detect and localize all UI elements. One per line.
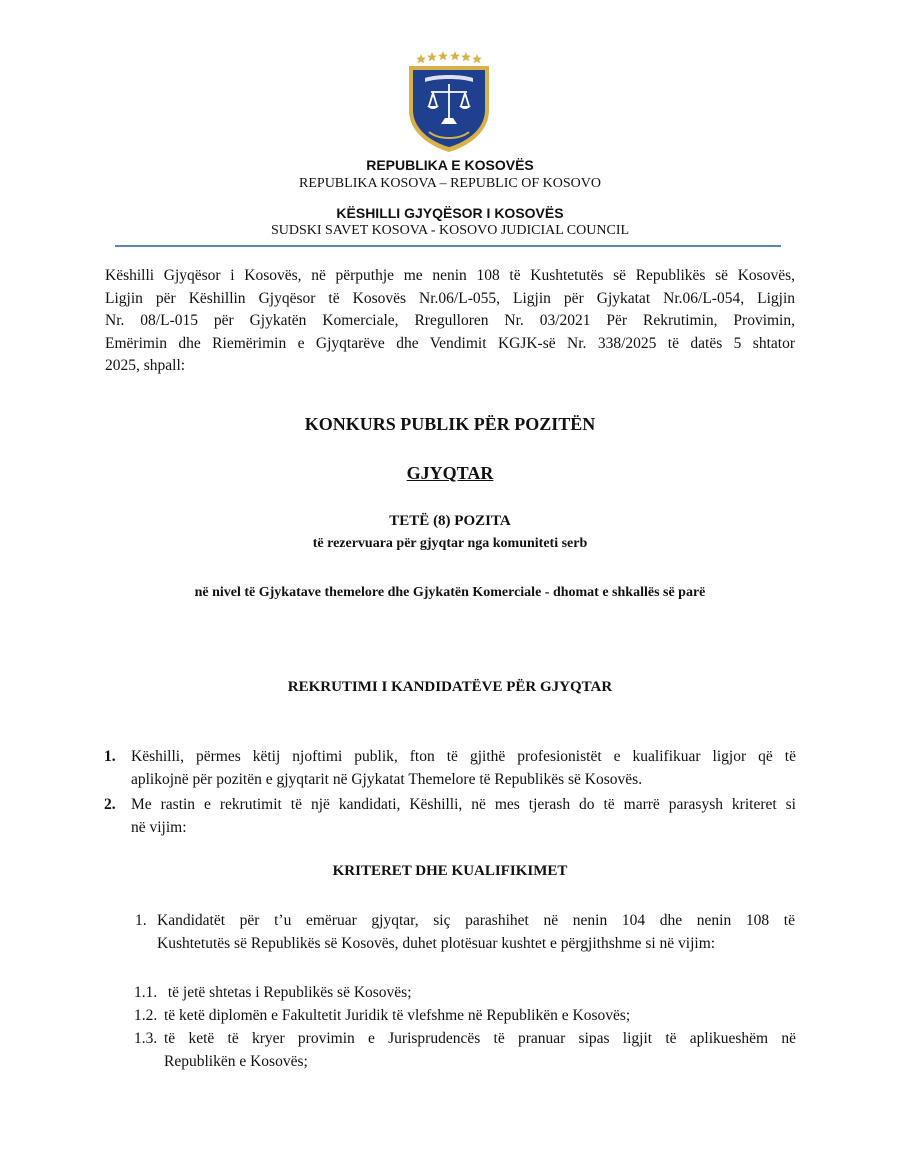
intro-line: Nr. 08/L-015 për Gjykatën Komerciale, Rregulloren Nr. 03/2021 Për Rekrutimin, Provimin, [105, 312, 795, 329]
criteria-heading: KRITERET DHE KUALIFIKIMET [332, 863, 568, 879]
list-item-number: 1. [135, 912, 147, 929]
intro-line: Ligjin për Këshillin Gjyqësor të Kosovës Nr.06/L-055, Ligjin për Gjykatat Nr.06/L-054, Ligjin [105, 289, 795, 307]
intro-line: Këshilli Gjyqësor i Kosovës, në përputhje me nenin 108 të Kushtetutës së Republikës së Kosovës, [105, 267, 795, 284]
country-name-alt: REPUBLIKA KOSOVA – REPUBLIC OF KOSOVO [299, 176, 601, 191]
list-item-line: Këshilli, përmes këtij njoftimi publik, fton të gjithë profesionistët e kualifikuar ligjor që të [131, 748, 796, 765]
criteria-intro [135, 910, 795, 960]
list-item-line: të jetë shtetas i Republikës së Kosovës; [164, 984, 412, 1001]
country-name-sq: REPUBLIKA E KOSOVËS [366, 157, 534, 173]
list-item-line: aplikojnë për pozitën e gjyqtarit në Gjykatat Themelore të Republikës së Kosovës. [131, 770, 643, 788]
intro-paragraph [105, 265, 795, 378]
position-title: GJYQTAR [406, 463, 494, 483]
court-level: në nivel të Gjykatave themelore dhe Gjykatën Komerciale - dhomat e shkallës së parë [194, 585, 706, 600]
criteria-list [134, 982, 796, 1082]
list-item-line: Me rastin e rekrutimit të një kandidati, Këshilli, në mes tjerash do të marrë parasysh kriteret si [131, 796, 796, 813]
intro-line: Emërimin dhe Riemërimin e Gjyqtarëve dhe Vendimit KGJK-së Nr. 338/2025 të datës 5 shtator [105, 334, 795, 352]
list-item-number: 1.3. [134, 1030, 158, 1047]
intro-line: 2025, shpall: [105, 357, 186, 374]
kosovo-judicial-emblem-icon [403, 48, 495, 154]
list-item-number: 1.1. [134, 984, 158, 1001]
list-item-line: Republikën e Kosovës; [164, 1052, 308, 1070]
list-item-line: në vijim: [131, 818, 187, 836]
list-item-number: 1.2. [134, 1007, 158, 1024]
council-name-alt: SUDSKI SAVET KOSOVA - KOSOVO JUDICIAL COUNCIL [270, 223, 630, 238]
header-divider [115, 245, 781, 247]
council-name-sq: KËSHILLI GJYQËSOR I KOSOVËS [336, 205, 564, 221]
list-item-number: 1. [104, 748, 116, 765]
reserved-note: të rezervuara për gjyqtar nga komuniteti serb [312, 536, 588, 551]
position-count: TETË (8) POZITA [389, 513, 511, 529]
list-item-line: Kandidatët për t’u emëruar gjyqtar, siç parashihet në nenin 104 dhe nenin 108 të [157, 912, 795, 929]
list-item-line: Kushtetutës së Republikës së Kosovës, duhet plotësuar kushtet e përgjithshme si në vijim: [157, 934, 716, 952]
notice-title: KONKURS PUBLIK PËR POZITËN [304, 414, 596, 434]
list-item-line: të ketë diplomën e Fakultetit Juridik të vlefshme në Republikën e Kosovës; [164, 1007, 631, 1024]
list-item-number: 2. [104, 796, 116, 813]
recruitment-heading: REKRUTIMI I KANDIDATËVE PËR GJYQTAR [287, 679, 613, 695]
list-item-line: të ketë të kryer provimin e Jurisprudencës të pranuar sipas ligjit të aplikueshëm në [164, 1030, 796, 1047]
recruitment-list [104, 746, 796, 846]
